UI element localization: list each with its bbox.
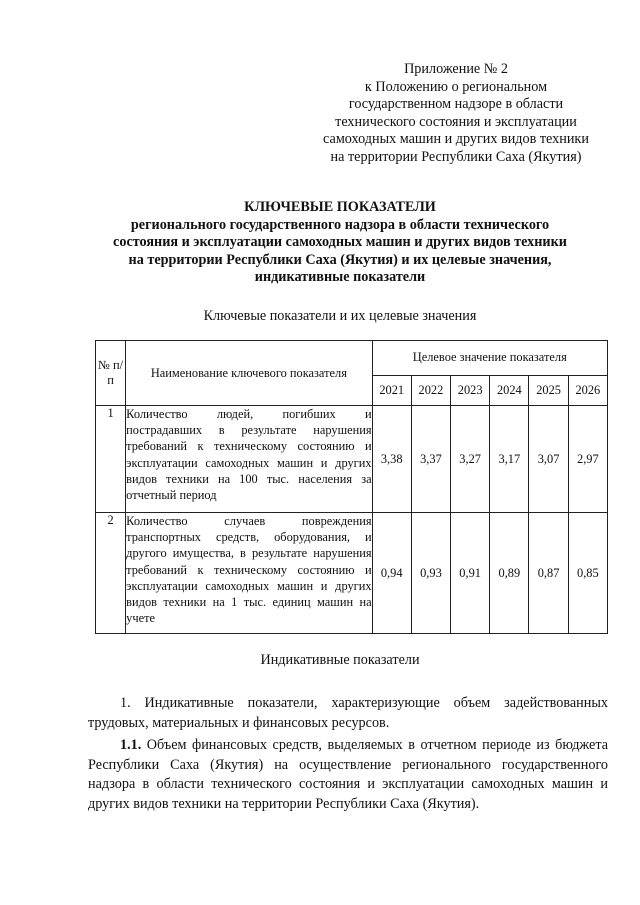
row-number: 2 (96, 513, 126, 634)
target-value: 3,38 (372, 406, 411, 513)
annex-line: самоходных машин и других видов техники (323, 131, 589, 148)
target-value: 0,85 (568, 513, 607, 634)
paragraph-indicative-resources: 1. Индикативные показатели, характеризующие объем задействованных трудовых, материальных и финансовых ресурсов. (88, 695, 608, 731)
key-indicators-table (95, 340, 608, 634)
document-title (70, 199, 610, 287)
column-header-year: 2023 (451, 375, 490, 405)
column-header-year: 2022 (411, 375, 450, 405)
title-line: индикативные показатели (254, 269, 426, 286)
target-value: 0,91 (451, 513, 490, 634)
table-row (96, 513, 608, 634)
title-line: регионального государственного надзора в области технического (130, 216, 550, 233)
annex-line: технического состояния и эксплуатации (335, 113, 577, 130)
target-value: 0,93 (411, 513, 450, 634)
column-header-year: 2024 (490, 375, 529, 405)
annex-header (296, 61, 616, 167)
indicator-name: Количество случаев повреждения транспортных средств, оборудования, и другого имущества, в результате нарушения требований к техническому состоянию и эксплуатации самоходных машин и других видов техники на 1 тыс. единиц машин на учете (126, 513, 372, 634)
annex-line: на территории Республики Саха (Якутия) (330, 148, 582, 165)
indicator-name: Количество людей, погибших и пострадавших в результате нарушения требований к техническому состоянию и эксплуатации самоходных машин и других видов техники на 100 тыс. населения за отчетный период (126, 406, 372, 513)
table-row (96, 406, 608, 513)
section-heading-key-indicators: Ключевые показатели и их целевые значения (203, 308, 477, 324)
row-number: 1 (96, 406, 126, 513)
title-line: на территории Республики Саха (Якутия) и их целевые значения, (128, 251, 552, 268)
column-header-number: № п/п (96, 341, 126, 406)
column-header-indicator-name: Наименование ключевого показателя (126, 341, 372, 406)
annex-line: Приложение № 2 (404, 61, 508, 77)
column-header-year: 2021 (372, 375, 411, 405)
target-value: 3,07 (529, 406, 568, 513)
column-header-year: 2025 (529, 375, 568, 405)
target-value: 3,37 (411, 406, 450, 513)
annex-line: государственном надзоре в области (348, 96, 564, 113)
column-header-target-value: Целевое значение показателя (372, 341, 607, 376)
target-value: 2,97 (568, 406, 607, 513)
paragraph-financial-volume (88, 736, 608, 814)
annex-line: к Положению о региональном (364, 78, 548, 95)
target-value: 0,89 (490, 513, 529, 634)
paragraph-text: Объем финансовых средств, выделяемых в отчетном периоде из бюджета Республики Саха (Якутия) на осуществление регионального государственного надзора в области технического состояния и эксплуатации самоходных машин и других видов техники на территории Республики Саха (Якутия). (88, 737, 608, 812)
paragraph-number: 1.1. (120, 737, 142, 753)
title-line: состояния и эксплуатации самоходных машин и других видов техники (113, 234, 567, 251)
target-value: 3,27 (451, 406, 490, 513)
target-value: 3,17 (490, 406, 529, 513)
section-heading-indicative-indicators: Индикативные показатели (260, 652, 420, 668)
target-value: 0,94 (372, 513, 411, 634)
target-value: 0,87 (529, 513, 568, 634)
title-line: КЛЮЧЕВЫЕ ПОКАЗАТЕЛИ (244, 199, 436, 215)
column-header-year: 2026 (568, 375, 607, 405)
